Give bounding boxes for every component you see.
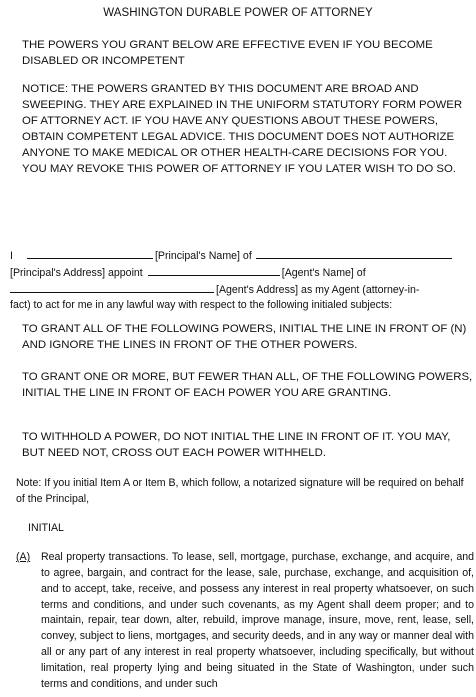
appointment-line-2: [10, 265, 474, 282]
appointment-line-1: [10, 248, 474, 265]
document-title: WASHINGTON DURABLE POWER OF ATTORNEY: [103, 7, 373, 19]
item-a: [16, 550, 474, 693]
effective-notice: THE POWERS YOU GRANT BELOW ARE EFFECTIVE EVEN IF YOU BECOME DISABLED OR INCOMPETENT: [22, 39, 433, 67]
agent-name-label: [Agent's Name] of: [281, 266, 366, 279]
agent-name-blank[interactable]: [148, 265, 280, 276]
instruction-withhold: TO WITHHOLD A POWER, DO NOT INITIAL THE LINE IN FRONT OF IT. YOU MAY, BUT NEED NOT, CROSS OUT EACH POWER WITHHELD.: [22, 431, 451, 459]
principal-address-blank[interactable]: [256, 248, 452, 259]
appointment-closing: fact) to act for me in any lawful way with respect to the following initialed subjects:: [10, 299, 393, 312]
agent-address-blank[interactable]: [10, 282, 214, 293]
instruction-grant-all: TO GRANT ALL OF THE FOLLOWING POWERS, INITIAL THE LINE IN FRONT OF (N) AND IGNORE THE LINES IN FRONT OF THE OTHER POWERS.: [22, 323, 467, 351]
appointment-line-3: [10, 282, 474, 299]
principal-name-blank[interactable]: [27, 248, 153, 259]
notice-paragraph: NOTICE: THE POWERS GRANTED BY THIS DOCUMENT ARE BROAD AND SWEEPING. THEY ARE EXPLAINED IN THE UNIFORM STATUTORY FORM POWER OF ATTORNEY ACT. IF YOU HAVE ANY QUESTIONS ABOUT THESE POWERS, OBTAIN COMPETENT LEGAL ADVICE. THIS DOCUMENT DOES NOT AUTHORIZE ANYONE TO MAKE MEDICAL OR OTHER HEALTH-CARE DECISIONS FOR YOU. YOU MAY REVOKE THIS POWER OF ATTORNEY IF YOU LATER WISH TO DO SO.: [22, 83, 463, 175]
notarization-note: Note: If you initial Item A or Item B, which follow, a notarized signature will be required on behalf of the Principal,: [16, 477, 464, 505]
appointment-prefix: I: [10, 250, 13, 262]
principal-name-label: [Principal's Name] of: [154, 250, 252, 262]
appointment-block: [10, 248, 474, 314]
principal-address-label: [Principal's Address] appoint: [10, 266, 143, 279]
agent-address-label: [Agent's Address] as my Agent (attorney-in-: [216, 283, 420, 296]
initial-heading: INITIAL: [28, 522, 64, 534]
item-a-marker[interactable]: (A): [16, 551, 31, 563]
instruction-grant-some: TO GRANT ONE OR MORE, BUT FEWER THAN ALL, OF THE FOLLOWING POWERS, INITIAL THE LINE IN FRONT OF EACH POWER YOU ARE GRANTING.: [22, 371, 473, 399]
item-a-text: Real property transactions. To lease, sell, mortgage, purchase, exchange, and acquire, and to agree, bargain, and contract for the lease, sale, purchase, exchange, and acquisition of, and to accept, take, receive, and possess any interest in real property whatsoever, on such terms and conditions, and under such covenants, as my Agent shall deem proper; and to maintain, repair, tear down, alter, rebuild, improve manage, insure, move, rent, lease, sell, convey, subject to liens, mortgages, and security deeds, and in any way or manner deal with all or any part of any interest in real property whatsoever, including specifically, but without limitation, real property lying and being situated in the State of Washington, under such terms and conditions, and under such: [41, 551, 474, 690]
appointment-line-4: [10, 298, 474, 314]
